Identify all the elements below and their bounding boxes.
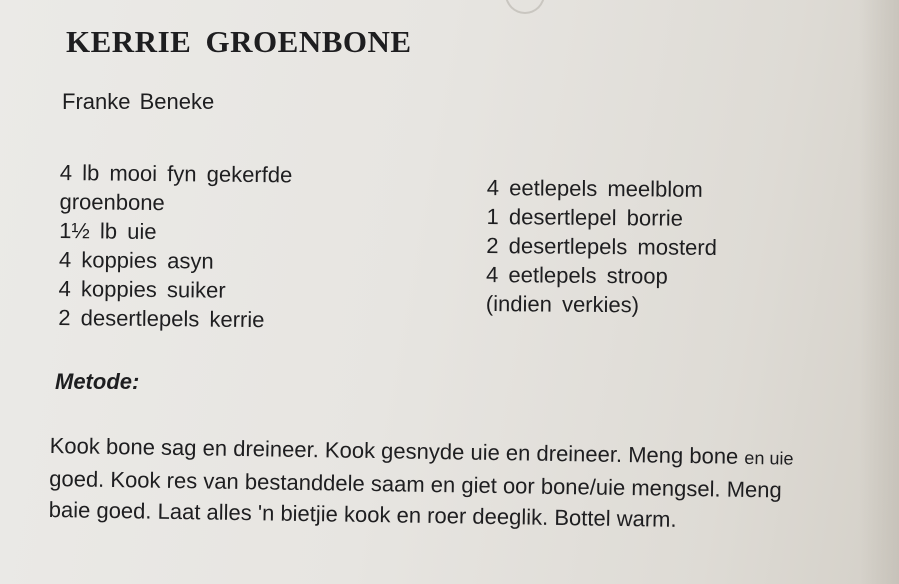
- ingredient-item: 4 koppies asyn: [58, 246, 214, 274]
- ingredient-item: 2 desertlepels mosterd: [486, 232, 718, 261]
- ingredient-item: 4 lb mooi fyn gekerfde: [59, 159, 293, 188]
- method-paragraph: [49, 430, 880, 538]
- ingredient-item: 4 eetlepels stroop: [486, 261, 668, 289]
- ingredient-item: 4 koppies suiker: [58, 275, 226, 303]
- ingredient-item: 1½ lb uie: [59, 217, 157, 245]
- ingredients-right-column: [486, 173, 718, 320]
- method-heading: Metode:: [55, 369, 140, 394]
- page-curl: [505, 0, 545, 14]
- method-line-text: en uie: [744, 447, 794, 469]
- method-line: baie goed. Laat alles 'n bietjie kook en roer deeglik. Bottel warm.: [48, 496, 677, 532]
- method-line-text: Kook bone sag en dreineer. Kook gesnyde uie en dreineer. Meng bone: [49, 432, 739, 469]
- recipe-title: KERRIE GROENBONE: [66, 24, 412, 59]
- ingredient-item: 1 desertlepel borrie: [486, 203, 684, 231]
- ingredient-item: 2 desertlepels kerrie: [58, 304, 265, 333]
- recipe-author: Franke Beneke: [62, 89, 215, 114]
- ingredient-item: 4 eetlepels meelblom: [486, 174, 703, 202]
- ingredient-item: (indien verkies): [485, 290, 640, 318]
- method-line: goed. Kook res van bestanddele saam en giet oor bone/uie mengsel. Meng: [49, 465, 782, 503]
- ingredients-left-column: [58, 158, 292, 334]
- ingredient-item: groenbone: [59, 188, 165, 216]
